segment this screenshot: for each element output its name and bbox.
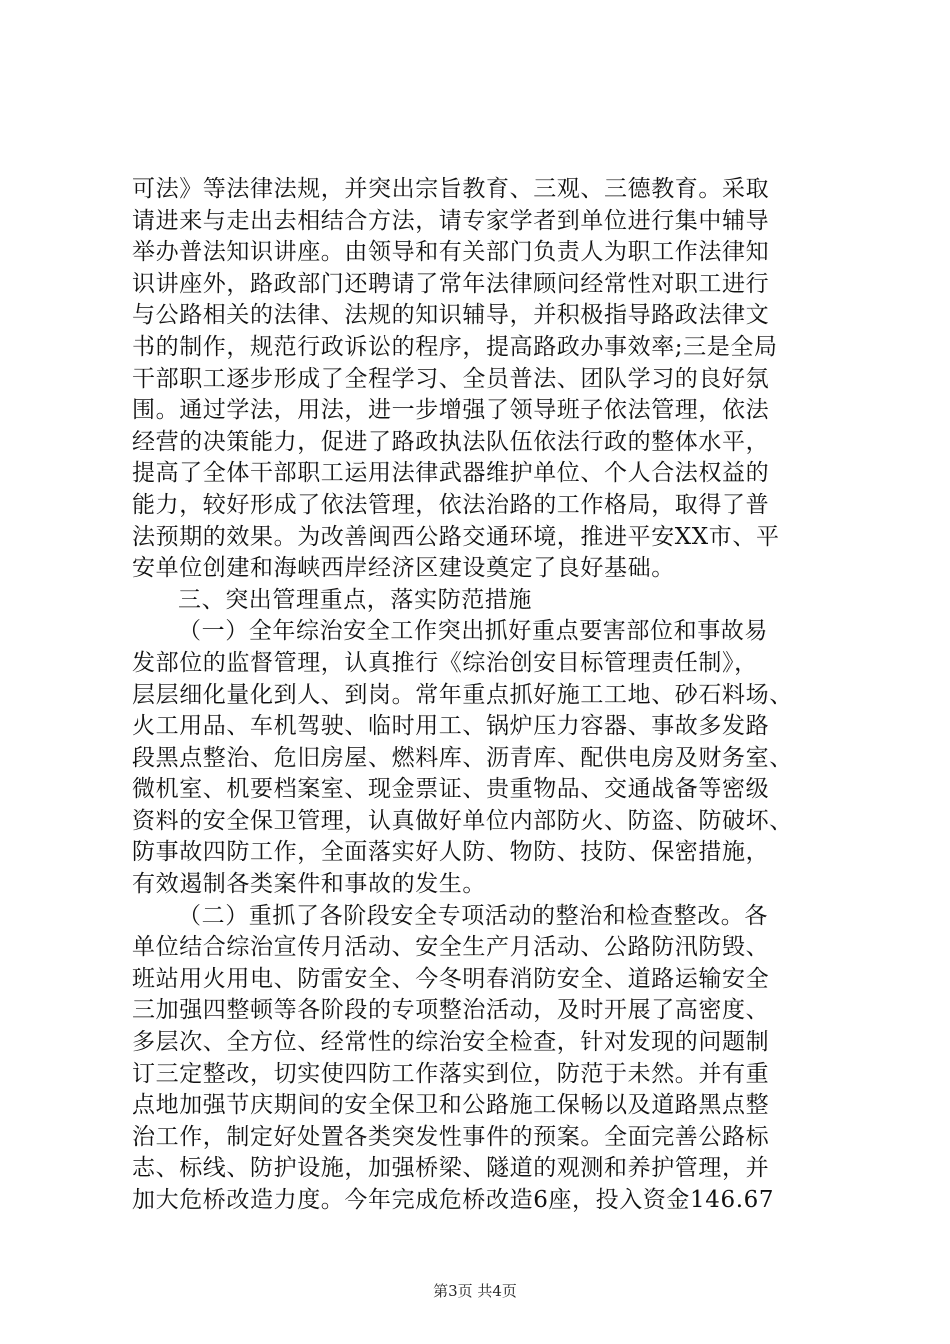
paragraph-line: 层层细化量化到人、到岗。常年重点抓好施工工地、砂石料场、 [132, 681, 793, 708]
paragraph-line: 多层次、全方位、经常性的综治安全检查，针对发现的问题制 [132, 1029, 770, 1056]
section-heading: 三、突出管理重点，落实防范措施 [178, 586, 532, 613]
paragraph-line: 经营的决策能力，促进了路政执法队伍依法行政的整体水平， [132, 428, 770, 455]
paragraph-line: 单位结合综治宣传月活动、安全生产月活动、公路防汛防毁、 [132, 934, 770, 961]
paragraph-line: 安单位创建和海峡西岸经济区建设奠定了良好基础。 [132, 555, 675, 582]
paragraph-line: 志、标线、防护设施，加强桥梁、隧道的观测和养护管理，并 [132, 1155, 770, 1182]
paragraph-line: 段黑点整治、危旧房屋、燃料库、沥青库、配供电房及财务室、 [132, 744, 793, 771]
paragraph-line: 有效遏制各类案件和事故的发生。 [132, 871, 486, 898]
paragraph-line: 班站用火用电、防雷安全、今冬明春消防安全、道路运输安全 [132, 965, 770, 992]
paragraph-line: 提高了全体干部职工运用法律武器维护单位、个人合法权益的 [132, 460, 770, 487]
paragraph-line: 举办普法知识讲座。由领导和有关部门负责人为职工作法律知 [132, 239, 770, 266]
paragraph-line: 识讲座外，路政部门还聘请了常年法律顾问经常性对职工进行 [132, 270, 770, 297]
paragraph-line: 微机室、机要档案室、现金票证、贵重物品、交通战备等密级 [132, 776, 770, 803]
page-number: 第3页 共4页 [433, 1282, 517, 1300]
paragraph-line: 加大危桥改造力度。今年完成危桥改造6座，投入资金146.67 [132, 1187, 775, 1213]
paragraph-line: 干部职工逐步形成了全程学习、全员普法、团队学习的良好氛 [132, 365, 770, 392]
paragraph-line: 可法》等法律法规，并突出宗旨教育、三观、三德教育。采取 [132, 176, 770, 202]
paragraph-line: 与公路相关的法律、法规的知识辅导，并积极指导路政法律文 [132, 302, 770, 329]
paragraph-line: 能力，较好形成了依法管理，依法治路的工作格局，取得了普 [132, 491, 770, 518]
paragraph-line: 发部位的监督管理，认真推行《综治创安目标管理责任制》， [132, 649, 758, 676]
paragraph-line: 法预期的效果。为改善闽西公路交通环境，推进平安XX市、平 [132, 523, 780, 550]
paragraph-line: （一）全年综治安全工作突出抓好重点要害部位和事故易 [178, 618, 768, 645]
paragraph-line: 资料的安全保卫管理，认真做好单位内部防火、防盗、防破坏、 [132, 807, 793, 834]
paragraph-line: 书的制作，规范行政诉讼的程序，提高路政办事效率;三是全局 [132, 333, 778, 360]
paragraph-line: 围。通过学法，用法，进一步增强了领导班子依法管理，依法 [132, 397, 770, 424]
document-body [132, 174, 842, 1217]
paragraph-line: 治工作，制定好处置各类突发性事件的预案。全面完善公路标 [132, 1123, 770, 1150]
paragraph-line: 火工用品、车机驾驶、临时用工、锅炉压力容器、事故多发路 [132, 713, 770, 740]
paragraph-line: （二）重抓了各阶段安全专项活动的整治和检查整改。各 [178, 902, 768, 929]
paragraph-line: 点地加强节庆期间的安全保卫和公路施工保畅以及道路黑点整 [132, 1092, 770, 1119]
paragraph-line: 请进来与走出去相结合方法，请专家学者到单位进行集中辅导 [132, 207, 770, 234]
paragraph-line: 三加强四整顿等各阶段的专项整治活动，及时开展了高密度、 [132, 997, 770, 1024]
paragraph-line: 订三定整改，切实使四防工作落实到位，防范于未然。并有重 [132, 1060, 770, 1087]
paragraph-line: 防事故四防工作，全面落实好人防、物防、技防、保密措施， [132, 839, 770, 866]
